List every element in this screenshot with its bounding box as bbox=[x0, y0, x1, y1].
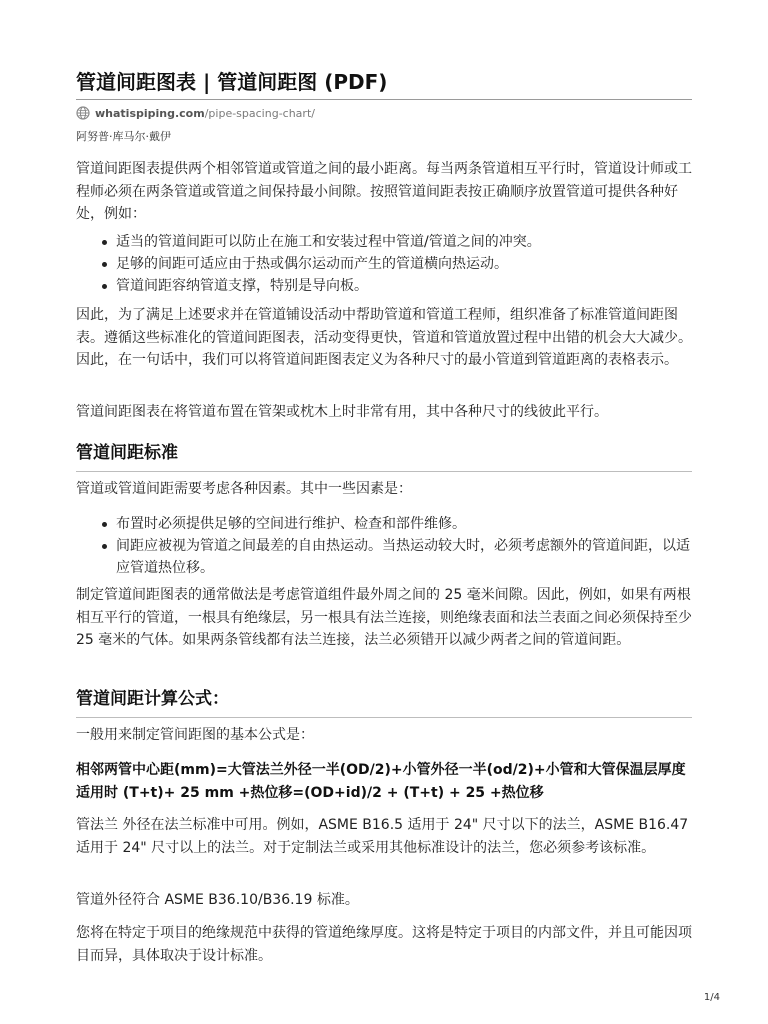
pipe-od-paragraph: 管道外径符合 ASME B36.10/B36.19 标准。 bbox=[76, 892, 359, 908]
list-item: 间距应被视为管道之间最差的自由热运动。当热运动较大时，必须考虑额外的管道间距，以适应管道热位移。 bbox=[76, 535, 692, 579]
section-heading-standards: 管道间距标准 bbox=[76, 443, 178, 463]
source-path-link[interactable]: /pipe-spacing-chart/ bbox=[204, 106, 315, 120]
title-divider bbox=[76, 99, 692, 100]
list-item: 管道间距容纳管道支撑，特别是导向板。 bbox=[76, 275, 692, 297]
flange-paragraph: 管法兰 外径在法兰标准中可用。例如，ASME B16.5 适用于 24" 尺寸以下的法兰，ASME B16.47 适用于 24" 尺寸以上的法兰。对于定制法兰或采用其他标准设计的法兰，您必须参考该标准。 bbox=[76, 817, 689, 856]
insulation-paragraph: 您将在特定于项目的绝缘规范中获得的管道绝缘厚度。这将是特定于项目的内部文件，并且可能因项目而异，具体取决于设计标准。 bbox=[76, 925, 692, 964]
globe-icon bbox=[76, 106, 90, 120]
list-item: 布置时必须提供足够的空间进行维护、检查和部件维修。 bbox=[76, 513, 692, 535]
standards-paragraph: 制定管道间距图表的通常做法是考虑管道组件最外周之间的 25 毫米间隙。因此，例如，如果有两根相互平行的管道，一根具有绝缘层，另一根具有法兰连接，则绝缘表面和法兰表面之间必须保持至少 25 毫米的气体。如果两条管线都有法兰连接，法兰必须错开以减少两者之间的管道间距。 bbox=[76, 587, 692, 648]
formula-text: 相邻两管中心距(mm)=大管法兰外径一半(OD/2)+小管外径一半(od/2)+小管和大管保温层厚度适用时 (T+t)+ 25 mm +热位移=(OD+id)/2 + (T+t) + 25 +热位移 bbox=[76, 762, 686, 801]
section-divider bbox=[76, 471, 692, 472]
section-heading-formula: 管道间距计算公式： bbox=[76, 689, 229, 709]
paragraph-3: 管道间距图表在将管道布置在管架或枕木上时非常有用，其中各种尺寸的线彼此平行。 bbox=[76, 404, 608, 420]
factors-list bbox=[76, 513, 692, 579]
source-line bbox=[76, 104, 315, 122]
page-title: 管道间距图表 | 管道间距图 (PDF) bbox=[76, 70, 388, 94]
author-name: 阿努普·库马尔·戴伊 bbox=[76, 130, 171, 143]
benefits-list bbox=[76, 231, 692, 297]
list-item: 适当的管道间距可以防止在施工和安装过程中管道/管道之间的冲突。 bbox=[76, 231, 692, 253]
standards-lead: 管道或管道间距需要考虑各种因素。其中一些因素是： bbox=[76, 481, 412, 497]
list-item: 足够的间距可适应由于热或偶尔运动而产生的管道横向热运动。 bbox=[76, 253, 692, 275]
section-divider bbox=[76, 717, 692, 718]
paragraph-2: 因此，为了满足上述要求并在管道铺设活动中帮助管道和管道工程师，组织准备了标准管道间距图表。遵循这些标准化的管道间距图表，活动变得更快，管道和管道放置过程中出错的机会大大减少。因此，在一句话中，我们可以将管道间距图表定义为各种尺寸的最小管道到管道距离的表格表示。 bbox=[76, 307, 692, 368]
source-domain-link[interactable]: whatispiping.com bbox=[95, 106, 205, 120]
intro-paragraph: 管道间距图表提供两个相邻管道或管道之间的最小距离。每当两条管道相互平行时，管道设计师或工程师必须在两条管道或管道之间保持最小间隙。按照管道间距表按正确顺序放置管道可提供各种好处，例如： bbox=[76, 161, 692, 222]
formula-lead: 一般用来制定管间距图的基本公式是： bbox=[76, 727, 314, 743]
page-number: 1/4 bbox=[703, 992, 720, 1003]
